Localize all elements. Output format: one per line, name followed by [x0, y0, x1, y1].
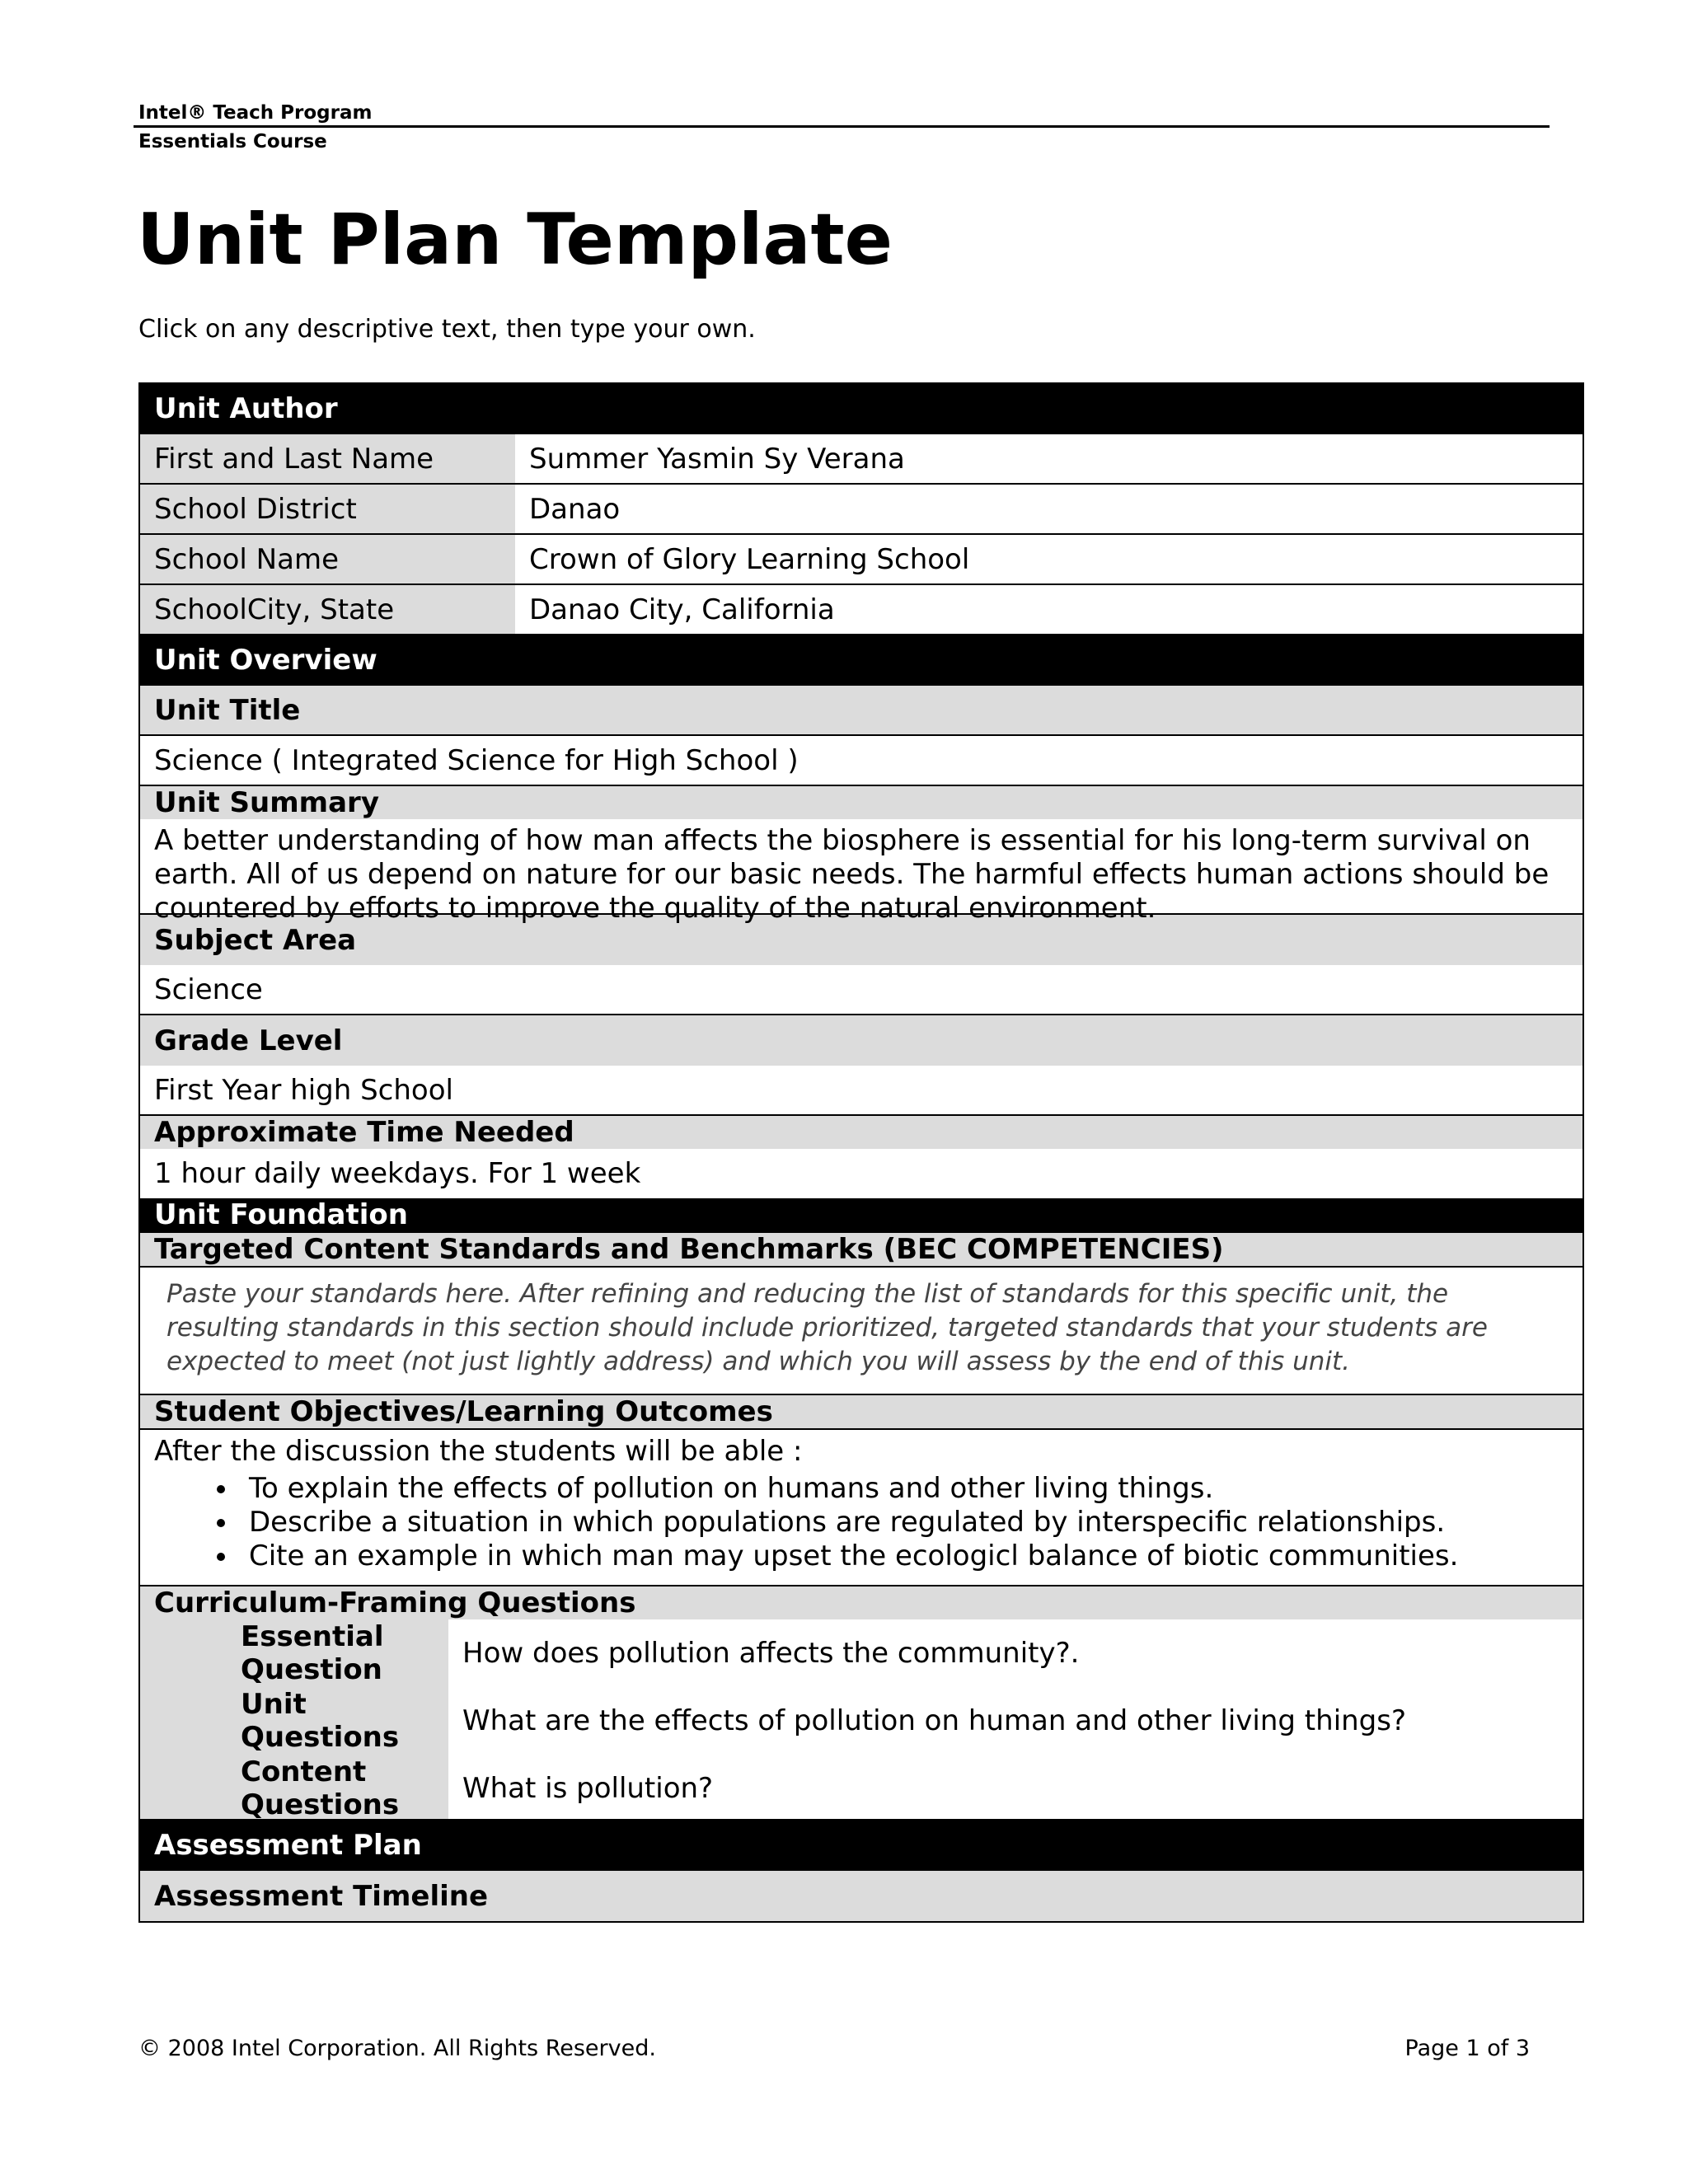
list-item[interactable]: • To explain the effects of pollution on humans and other living things.	[239, 1472, 1582, 1506]
cfq-labels	[140, 1619, 448, 1819]
standards-field[interactable]: Paste your standards here. After refining and reducing the list of standards for this specific unit, the resulting standards in this section should include prioritized, targeted standards that your students are expected to meet (not just lightly address) and which you will assess by the end of this unit.	[166, 1279, 1488, 1376]
author-row-district	[140, 485, 1582, 535]
page-number: Page 1 of 3	[1404, 2036, 1530, 2061]
grade-level-label: Grade Level	[140, 1015, 1582, 1066]
unit-title-field[interactable]: Science ( Integrated Science for High School )	[140, 736, 1582, 786]
subject-area-field[interactable]: Science	[140, 965, 1582, 1015]
grade-level-field[interactable]: First Year high School	[140, 1066, 1582, 1116]
program-name: Intel® Teach Program	[138, 102, 373, 124]
essential-question-field[interactable]: How does pollution affects the community?.	[462, 1637, 1080, 1670]
author-name-field[interactable]: Summer Yasmin Sy Verana	[529, 442, 905, 476]
subject-area-label: Subject Area	[140, 915, 1582, 965]
list-item[interactable]: • Cite an example in which man may upset the ecologicl balance of biotic communities.	[239, 1540, 1582, 1573]
objectives-list	[140, 1472, 1582, 1573]
unit-summary-field[interactable]: A better understanding of how man affects the biosphere is essential for his long-term survival on earth. All of us depend on nature for our basic needs. The harmful effects human actions should be countered by efforts to improve the quality of the natural environment.	[154, 824, 1550, 925]
page-title: Unit Plan Template	[137, 199, 893, 281]
school-district-field[interactable]: Danao	[529, 492, 621, 526]
standards-label: Targeted Content Standards and Benchmarks (BEC COMPETENCIES)	[140, 1233, 1582, 1268]
section-assessment-plan: Assessment Plan	[140, 1821, 1582, 1871]
content-questions-field[interactable]: What is pollution?	[462, 1772, 714, 1805]
content-questions-label: Content Questions	[241, 1755, 400, 1821]
list-item[interactable]: • Describe a situation in which populations are regulated by interspecific relationships.	[239, 1506, 1582, 1540]
copyright: © 2008 Intel Corporation. All Rights Reserved.	[138, 2036, 656, 2061]
cfq-values	[448, 1619, 1582, 1819]
section-unit-overview: Unit Overview	[140, 635, 1582, 686]
time-needed-label: Approximate Time Needed	[140, 1116, 1582, 1149]
unit-title-label: Unit Title	[140, 686, 1582, 736]
field-label: School Name	[140, 535, 515, 583]
document-header	[138, 99, 1554, 156]
author-row-name	[140, 434, 1582, 485]
assessment-timeline-label: Assessment Timeline	[140, 1871, 1582, 1921]
essential-question-label: Essential Question	[241, 1620, 384, 1686]
unit-summary-label: Unit Summary	[140, 786, 1582, 819]
page-footer	[138, 2036, 1530, 2061]
unit-questions-field[interactable]: What are the effects of pollution on human and other living things?	[462, 1704, 1407, 1737]
objectives-row	[140, 1430, 1582, 1586]
school-city-field[interactable]: Danao City, California	[529, 593, 835, 626]
field-label: School District	[140, 485, 515, 533]
instructions: Click on any descriptive text, then type your own.	[138, 315, 756, 344]
unit-questions-label: Unit Questions	[241, 1688, 400, 1754]
school-name-field[interactable]: Crown of Glory Learning School	[529, 542, 970, 576]
field-label: First and Last Name	[140, 434, 515, 483]
unit-summary-row	[140, 819, 1582, 925]
cfq-label: Curriculum-Framing Questions	[140, 1586, 1582, 1619]
objectives-intro[interactable]: After the discussion the students will be able :	[154, 1435, 803, 1468]
cfq-row	[140, 1619, 1582, 1821]
unit-plan-table	[138, 382, 1584, 1923]
field-label: SchoolCity, State	[140, 585, 515, 634]
author-row-city	[140, 585, 1582, 635]
objectives-label: Student Objectives/Learning Outcomes	[140, 1395, 1582, 1430]
author-row-school	[140, 535, 1582, 585]
standards-row	[140, 1268, 1582, 1395]
time-needed-field[interactable]: 1 hour daily weekdays. For 1 week	[140, 1149, 1582, 1198]
section-unit-foundation: Unit Foundation	[140, 1198, 1582, 1233]
course-name: Essentials Course	[138, 131, 327, 152]
section-unit-author: Unit Author	[140, 384, 1582, 434]
